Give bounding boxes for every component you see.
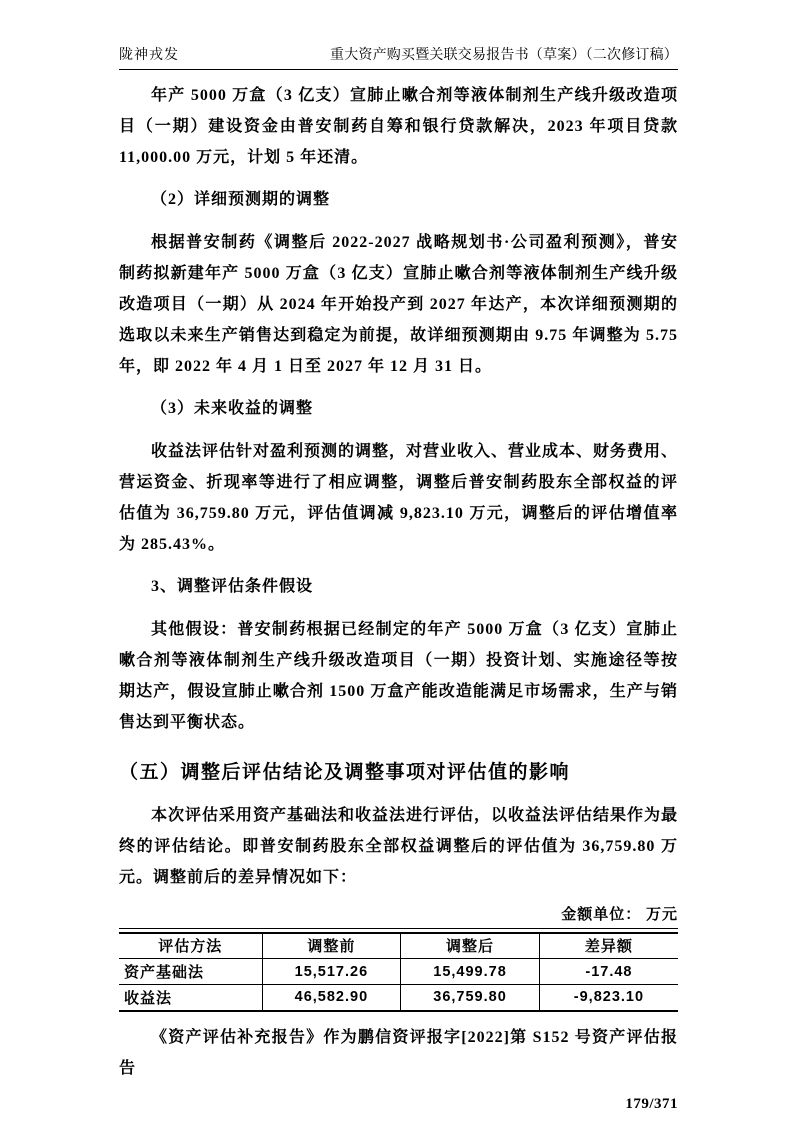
paragraph-supplement-report: 《资产评估补充报告》作为鹏信资评报字[2022]第 S152 号资产评估报告 (119, 1028, 678, 1077)
valuation-comparison-table (119, 932, 678, 1012)
paragraph-income-method: 收益法评估针对盈利预测的调整，对营业收入、营业成本、财务费用、营运资金、折现率等进行了相应调整，调整后普安制药股东全部权益的评估值为 36,759.80 万元，评估值调减 9,823.10 万元，调整后的评估增值率为 285.43%。 (119, 443, 679, 553)
table-cell-difference: -9,823.10 (539, 985, 678, 1011)
paragraph-conclusion: 本次评估采用资产基础法和收益法进行评估，以收益法评估结果作为最终的评估结论。即普安制药股东全部权益调整后的评估值为 36,759.80 万元。调整前后的差异情况如下： (119, 807, 679, 886)
table-header-difference: 差异额 (539, 933, 678, 959)
table-header-method: 评估方法 (119, 933, 262, 959)
table-row-income-method (119, 985, 678, 1011)
heading-assumption-adjustment: 3、调整评估条件假设 (151, 578, 314, 595)
table-row-asset-based (119, 959, 678, 985)
table-cell-method: 资产基础法 (119, 959, 262, 985)
header-report-title: 重大资产购买暨关联交易报告书（草案）（二次修订稿） (330, 48, 678, 63)
header-company-name: 陇神戎发 (119, 48, 179, 63)
heading-adjusted-conclusion: （五）调整后评估结论及调整事项对评估值的影响 (119, 762, 571, 783)
paragraph-forecast-period: 根据普安制药《调整后 2022-2027 战略规划书·公司盈利预测》，普安制药拟新建年产 5000 万盒（3 亿支）宣肺止嗽合剂等液体制剂生产线升级改造项目（一期）从 2024 年开始投产到 2027 年达产，本次详细预测期的选取以未来生产销售达到稳定为前提，故详细预测期由 9.75 年调整为 5.75 年，即 2022 年 4 月 1 日至 2027 年 12 月 31 日。 (119, 234, 678, 375)
table-header-row (119, 933, 678, 959)
table-cell-before: 15,517.26 (262, 959, 401, 985)
table-header-before: 调整前 (262, 933, 401, 959)
table-cell-before: 46,582.90 (262, 985, 401, 1011)
heading-forecast-period-adjustment: （2）详细预测期的调整 (151, 191, 331, 208)
table-cell-after: 15,499.78 (401, 959, 540, 985)
paragraph-project-funding: 年产 5000 万盒（3 亿支）宣肺止嗽合剂等液体制剂生产线升级改造项目（一期）建设资金由普安制药自筹和银行贷款解决，2023 年项目贷款 11,000.00 万元，计划 5 年还清。 (119, 87, 678, 166)
heading-future-income-adjustment: （3）未来收益的调整 (151, 400, 314, 417)
page-number: 179/371 (625, 1095, 678, 1112)
table-unit-label: 金额单位： 万元 (561, 907, 678, 923)
running-header (119, 46, 678, 70)
table-cell-difference: -17.48 (539, 959, 678, 985)
paragraph-other-assumptions: 其他假设：普安制药根据已经制定的年产 5000 万盒（3 亿支）宣肺止嗽合剂等液体制剂生产线升级改造项目（一期）投资计划、实施途径等按期达产，假设宣肺止嗽合剂 1500 万盒产能改造能满足市场需求，生产与销售达到平衡状态。 (119, 621, 678, 731)
table-cell-after: 36,759.80 (401, 985, 540, 1011)
table-cell-method: 收益法 (119, 985, 262, 1011)
comparison-table-wrapper (119, 928, 678, 1012)
table-header-after: 调整后 (401, 933, 540, 959)
